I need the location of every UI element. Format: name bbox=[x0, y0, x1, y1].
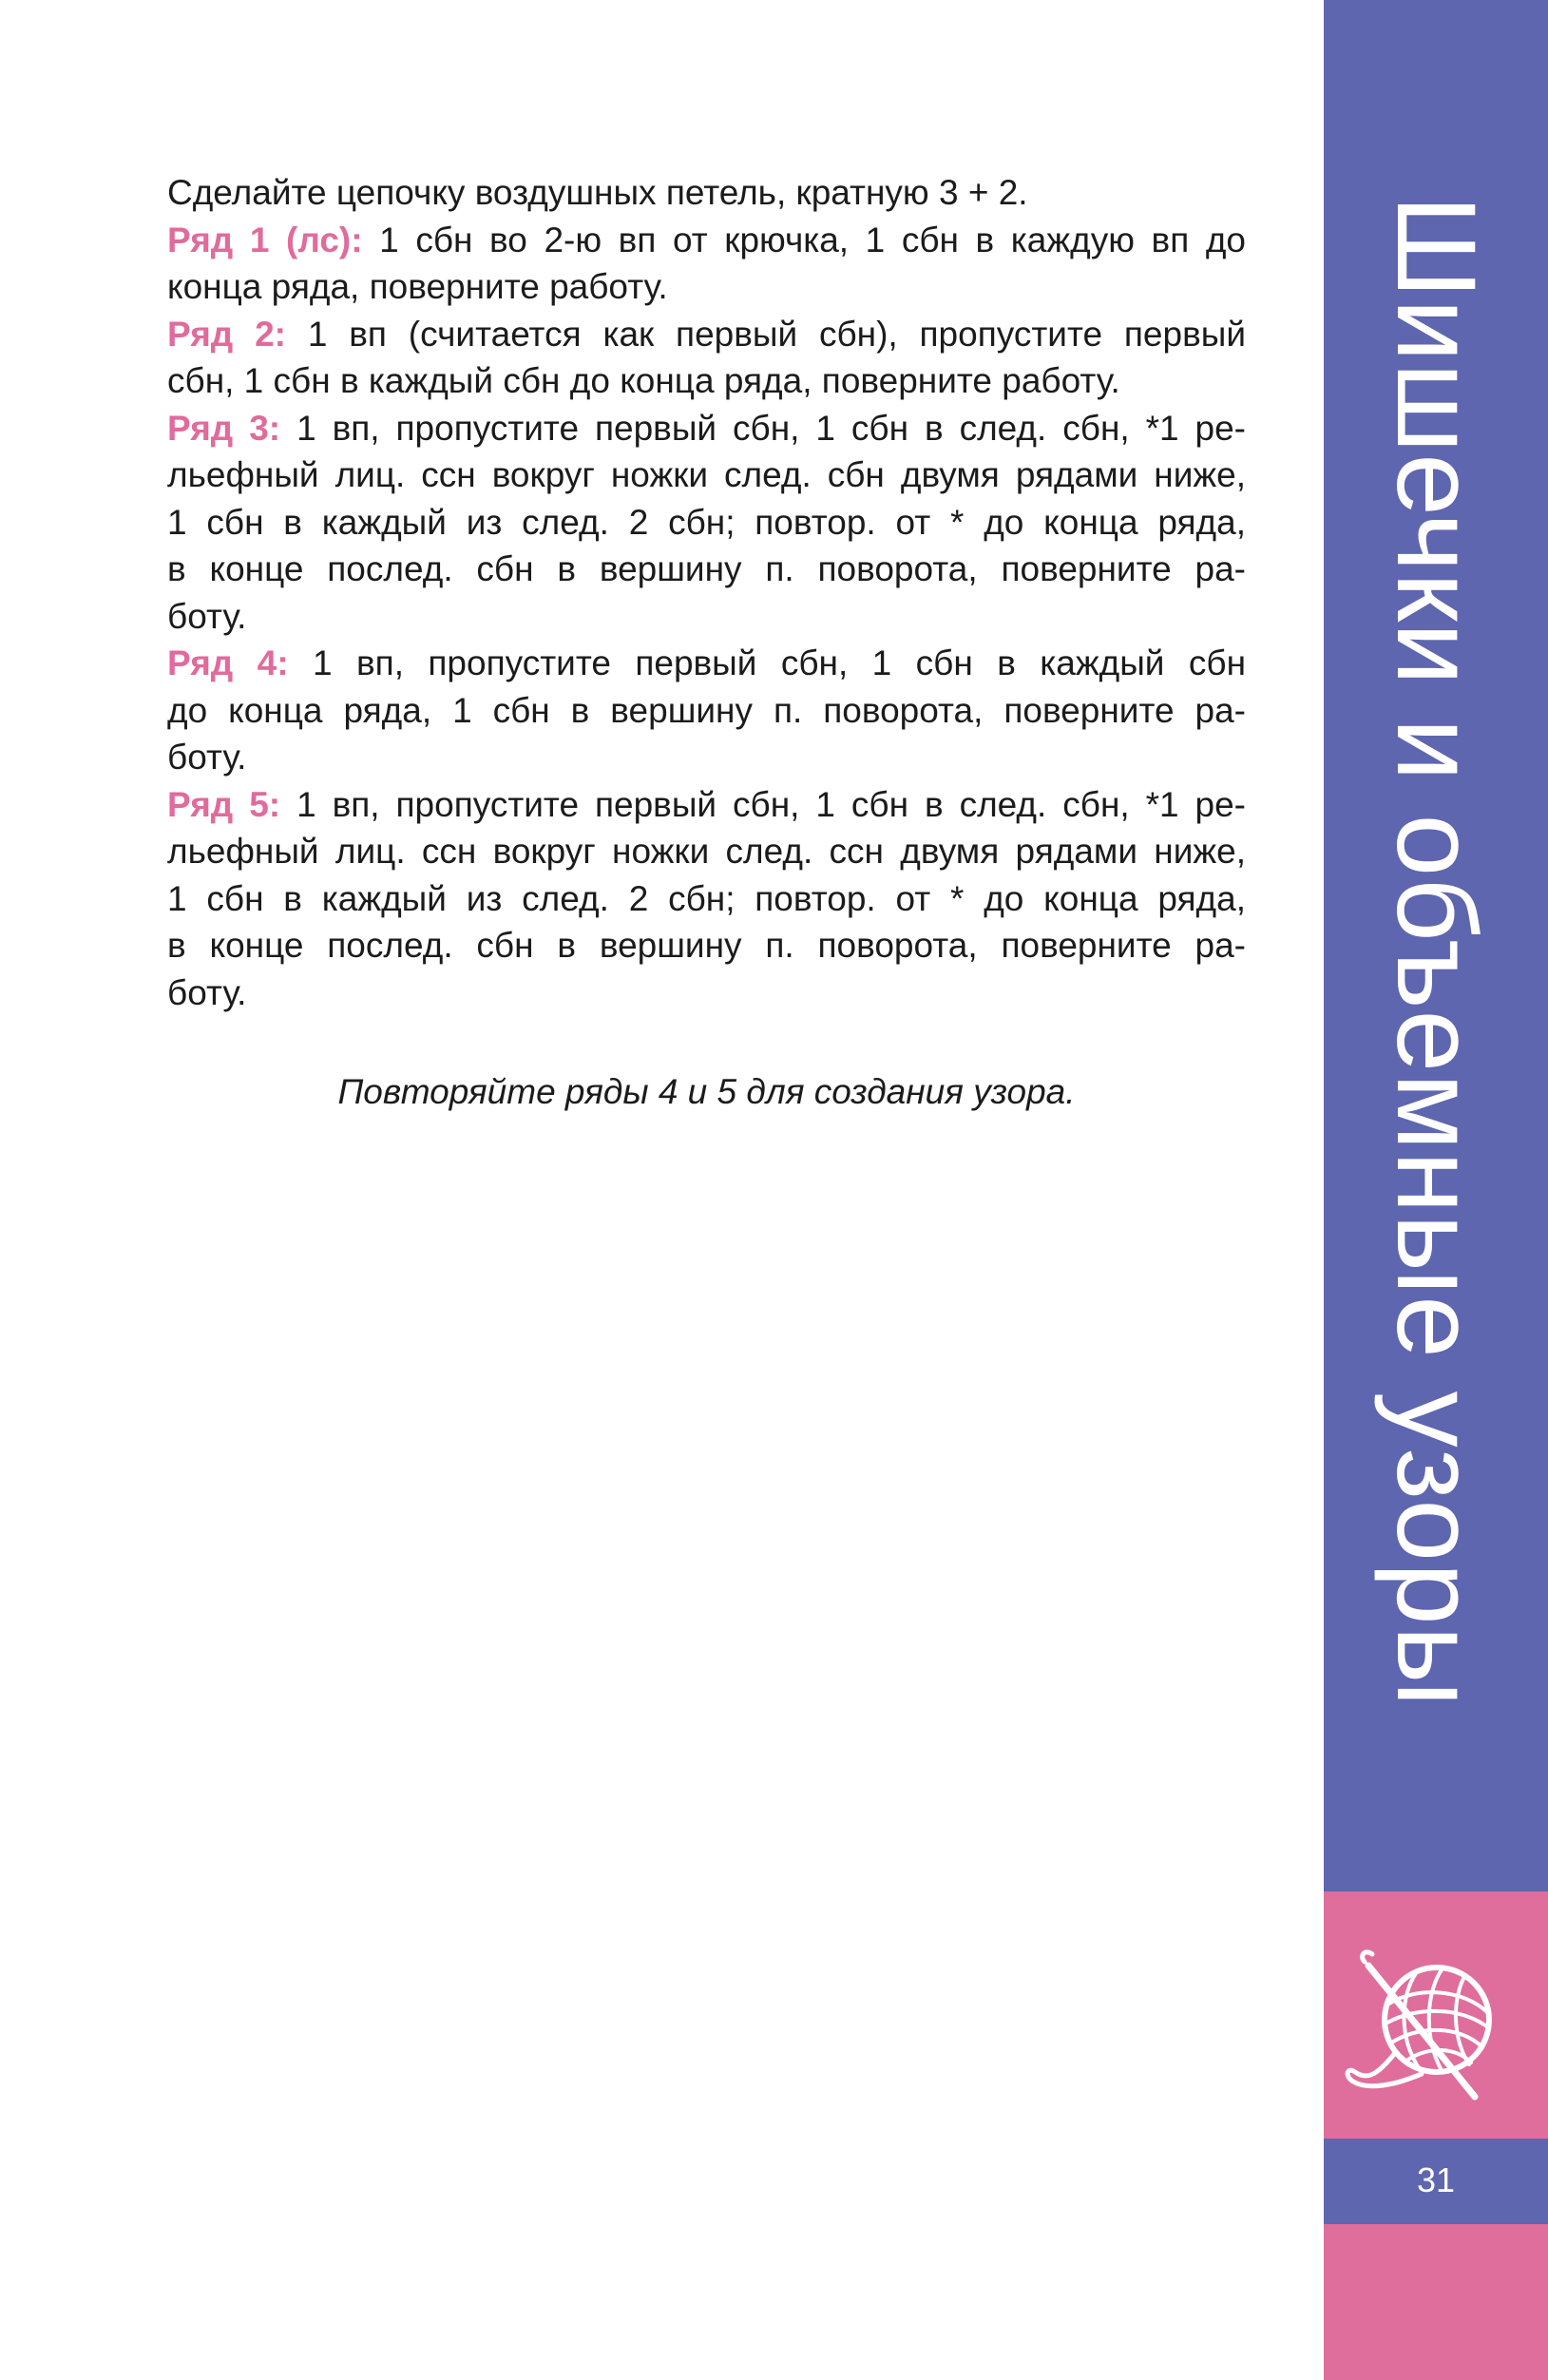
yarn-ball-with-crochet-hook-icon bbox=[1330, 1929, 1520, 2120]
row-1-line-2: конца ряда, поверните работу. bbox=[167, 267, 668, 306]
row-5-text-1: 1 вп, пропустите первый сбн, 1 сбн в след. сбн, *1 ре- bbox=[280, 784, 1246, 824]
row-4-text-1: 1 вп, пропустите первый сбн, 1 сбн в каждый сбн bbox=[288, 643, 1247, 682]
row-2-text-1: 1 вп (считается как первый сбн), пропустите первый bbox=[286, 314, 1246, 354]
row-2-label: Ряд 2: bbox=[167, 314, 286, 354]
row-3-line-5: боту. bbox=[167, 596, 247, 636]
row-1-text-1: 1 сбн во 2-ю вп от крючка, 1 сбн в каждую вп до bbox=[362, 220, 1246, 259]
row-1-label: Ряд 1 (лс): bbox=[167, 220, 363, 259]
row-5-line-3: 1 сбн в каждый из след. 2 сбн; повтор. от * до конца ряда, bbox=[167, 878, 1246, 918]
sidebar-title: Шишечки и объемные узоры bbox=[1373, 195, 1499, 1708]
row-5-line-2: льефный лиц. ссн вокруг ножки след. ссн двумя рядами ниже, bbox=[167, 832, 1246, 871]
row-3-text-1: 1 вп, пропустите первый сбн, 1 сбн в след. сбн, *1 ре- bbox=[280, 408, 1246, 448]
row-4-line-2: до конца ряда, 1 сбн в вершину п. поворота, поверните ра- bbox=[167, 690, 1246, 730]
row-4-label: Ряд 4: bbox=[167, 643, 289, 682]
row-5-line-1 bbox=[167, 781, 1246, 829]
instructions-body bbox=[167, 169, 1246, 1016]
row-3-line-4: в конце послед. сбн в вершину п. поворота, поверните ра- bbox=[167, 549, 1246, 588]
row-4-line-1 bbox=[167, 640, 1246, 687]
row-3-label: Ряд 3: bbox=[167, 408, 281, 448]
row-3-line-1 bbox=[167, 405, 1246, 452]
row-2-line-2: сбн, 1 сбн в каждый сбн до конца ряда, поверните работу. bbox=[167, 361, 1120, 400]
row-3-line-2: льефный лиц. ссн вокруг ножки след. сбн двумя рядами ниже, bbox=[167, 455, 1246, 494]
row-1-line-1 bbox=[167, 217, 1246, 264]
page-number: 31 bbox=[1416, 2160, 1456, 2199]
row-4-line-3: боту. bbox=[167, 738, 247, 777]
row-5-line-4: в конце послед. сбн в вершину п. поворота, поверните ра- bbox=[167, 926, 1246, 965]
intro-line: Сделайте цепочку воздушных петель, кратную 3 + 2. bbox=[167, 173, 1028, 212]
row-2-line-1 bbox=[167, 311, 1246, 358]
sidebar-bottom-band bbox=[1324, 2224, 1548, 2380]
row-5-label: Ряд 5: bbox=[167, 784, 281, 824]
repeat-note: Повторяйте ряды 4 и 5 для создания узора. bbox=[337, 1072, 1076, 1111]
row-3-line-3: 1 сбн в каждый из след. 2 сбн; повтор. от * до конца ряда, bbox=[167, 502, 1246, 542]
row-5-line-5: боту. bbox=[167, 972, 247, 1012]
